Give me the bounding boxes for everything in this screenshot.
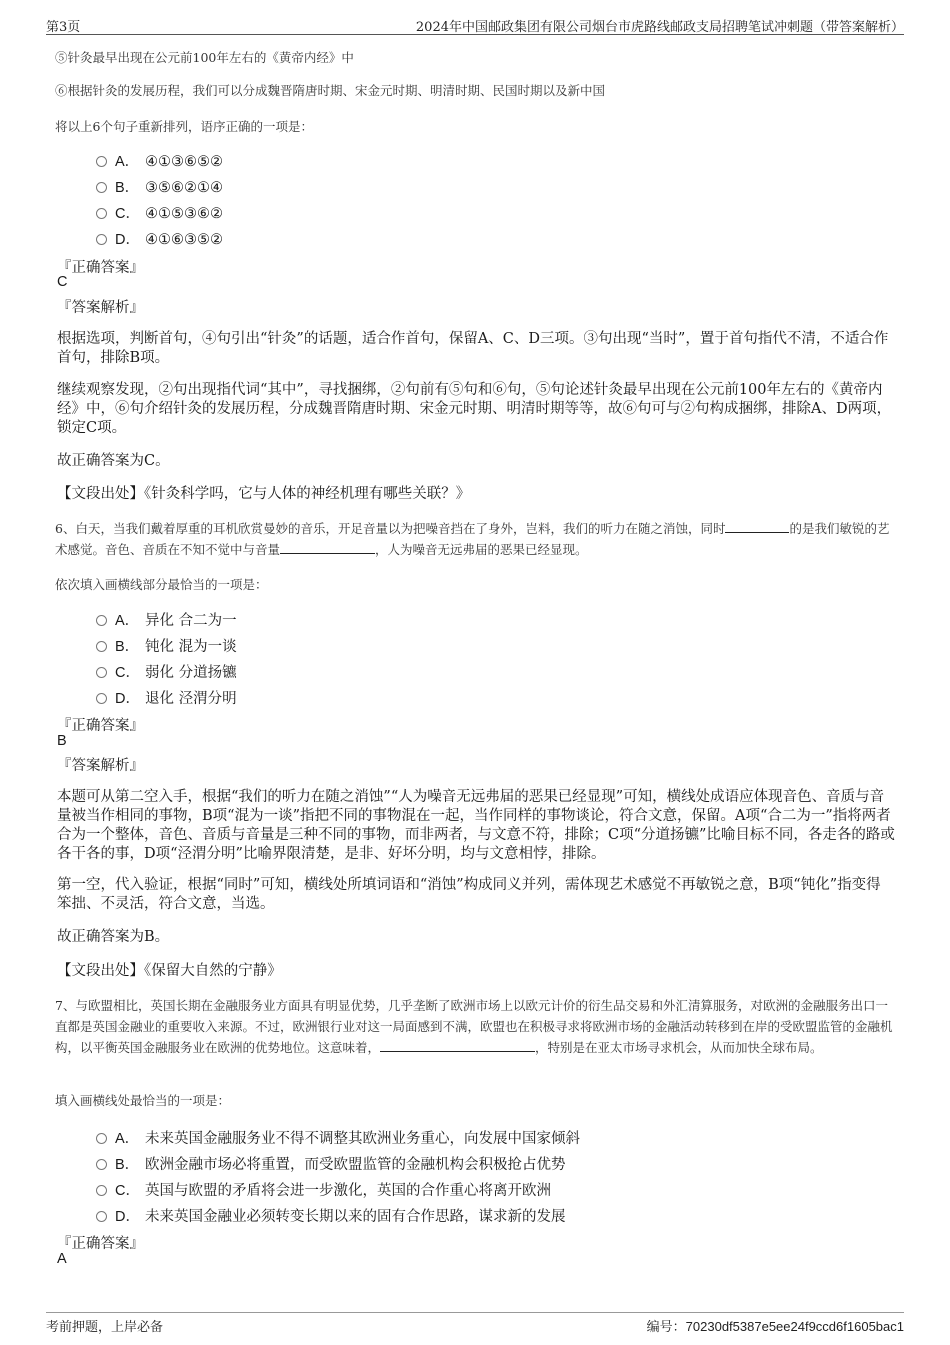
radio-icon[interactable] [96,208,107,219]
q7-option-d[interactable]: D． 未来英国金融业必须转变长期以来的固有合作思路，谋求新的发展 [96,1205,566,1226]
radio-icon[interactable] [96,1133,107,1144]
q5-option-c[interactable]: C． ④①⑤③⑥② [96,202,223,223]
q6-option-c[interactable]: C． 弱化 分道扬镳 [96,661,237,682]
q7-answer-label: 『正确答案』 [57,1236,144,1252]
q5-option-a[interactable]: A． ④①③⑥⑤② [96,150,223,171]
page-header [46,14,904,35]
question-prompt: 将以上6个句子重新排列，语序正确的一项是： [55,119,313,134]
q5-option-b[interactable]: B． ③⑤⑥②①④ [96,176,223,197]
radio-icon[interactable] [96,1185,107,1196]
document-title: 2024年中国邮政集团有限公司烟台市虎路线邮政支局招聘笔试冲刺题（带答案解析） [415,20,904,35]
q5-analysis-p1: 根据选项，判断首句，④句引出“针灸”的话题，适合作首句，保留A、C、D三项。③句出现“当时”，置于首句指代不清，不适合作首句，排除B项。 [57,331,889,366]
q5-answer-label: 『正确答案』 [57,260,144,276]
q6-source: 【文段出处】《保留大自然的宁静》 [57,963,282,979]
q6-option-a[interactable]: A． 异化 合二为一 [96,609,237,630]
radio-icon[interactable] [96,1211,107,1222]
q7-answer: A [57,1251,67,1267]
sentence-6: ⑥根据针灸的发展历程，我们可以分成魏晋隋唐时期、宋金元时期、明清时期、民国时期以及新中国 [55,83,606,98]
blank-2 [280,540,375,554]
q7-option-c[interactable]: C． 英国与欧盟的矛盾将会进一步激化，英国的合作重心将离开欧洲 [96,1179,551,1200]
footer-slogan: 考前押题，上岸必备 [46,1320,164,1335]
q7-option-a[interactable]: A． 未来英国金融服务业不得不调整其欧洲业务重心，向发展中国家倾斜 [96,1127,580,1148]
q6-analysis-p1: 本题可从第二空入手，根据“我们的听力在随之消蚀”“人为噪音无远弗届的恶果已经显现”可知，横线处成语应体现音色、音质与音量被当作相同的事物，B项“混为一谈”指把不同的事物混在一起，当作同样的事物谈论，符合文意，保留。A项“合二为一”指将两者合为一个整体，音色、音质与音量是三种不同的事物，而非两者，与文意不符，排除；C项“分道扬镳”比喻目标不同，各走各的路或各干各的事，D项“泾渭分明”比喻界限清楚，是非、好坏分明，均与文意相悖，排除。 [57,789,895,862]
blank-3 [380,1038,535,1052]
q6-analysis-p3: 故正确答案为B。 [57,929,170,945]
radio-icon[interactable] [96,156,107,167]
radio-icon[interactable] [96,667,107,678]
radio-icon[interactable] [96,182,107,193]
q5-answer: C [57,274,68,290]
q7-option-b[interactable]: B． 欧洲金融市场必将重置，而受欧盟监管的金融机构会积极抢占优势 [96,1153,566,1174]
q6-analysis-label: 『答案解析』 [57,758,144,774]
blank-1 [725,519,789,533]
radio-icon[interactable] [96,615,107,626]
q6-text: 6、白天，当我们戴着厚重的耳机欣赏曼妙的音乐，开足音量以为把噪音挡在了身外，岂料，我们的听力在随之消蚀，同时 的是我们敏锐的艺术感觉。音色、音质在不知不觉中与音量 ，人为噪音无远弗届的恶果已经显现。 [55,521,890,557]
page-number: 第3页 [46,20,81,35]
q7-text: 7、与欧盟相比，英国长期在金融服务业方面具有明显优势，几乎垄断了欧洲市场上以欧元计价的衍生品交易和外汇清算服务，对欧洲的金融服务出口一直都是英国金融业的重要收入来源。不过，欧洲银行业对这一局面感到不满，欧盟也在积极寻求将欧洲市场的金融活动转移到在岸的受欧盟监管的金融机构，以平衡英国金融服务业在欧洲的优势地位。这意味着， ，特别是在亚太市场寻求机会，从而加快全球布局。 [55,998,893,1055]
document-id: 编号：70230df5387e5ee24f9ccd6f1605bac1 [646,1319,904,1334]
q6-option-b[interactable]: B． 钝化 混为一谈 [96,635,237,656]
q5-analysis-p3: 故正确答案为C。 [57,453,170,469]
radio-icon[interactable] [96,641,107,652]
q6-prompt: 依次填入画横线部分最恰当的一项是： [55,577,268,592]
q7-prompt: 填入画横线处最恰当的一项是： [55,1093,231,1108]
q5-analysis-p2: 继续观察发现，②句出现指代词“其中”，寻找捆绑，②句前有⑤句和⑥句，⑤句论述针灸最早出现在公元前100年左右的《黄帝内经》中，⑥句介绍针灸的发展历程，分成魏晋隋唐时期、宋金元时期、明清时期等等，故⑥句可与②句构成捆绑，排除A、D两项，锁定C项。 [57,382,892,436]
q6-answer: B [57,733,67,749]
radio-icon[interactable] [96,234,107,245]
q6-option-d[interactable]: D． 退化 泾渭分明 [96,687,237,708]
q6-analysis-p2: 第一空，代入验证，根据“同时”可知，横线处所填词语和“消蚀”构成同义并列，需体现艺术感觉不再敏锐之意，B项“钝化”指变得笨拙、不灵活，符合文意，当选。 [57,877,881,912]
page-footer [46,1312,904,1335]
q5-option-d[interactable]: D． ④①⑥③⑤② [96,228,223,249]
radio-icon[interactable] [96,693,107,704]
q6-answer-label: 『正确答案』 [57,718,144,734]
sentence-5: ⑤针灸最早出现在公元前100年左右的《黄帝内经》中 [55,50,354,65]
q5-source: 【文段出处】《针灸科学吗，它与人体的神经机理有哪些关联？》 [57,486,471,502]
radio-icon[interactable] [96,1159,107,1170]
q5-analysis-label: 『答案解析』 [57,300,144,316]
